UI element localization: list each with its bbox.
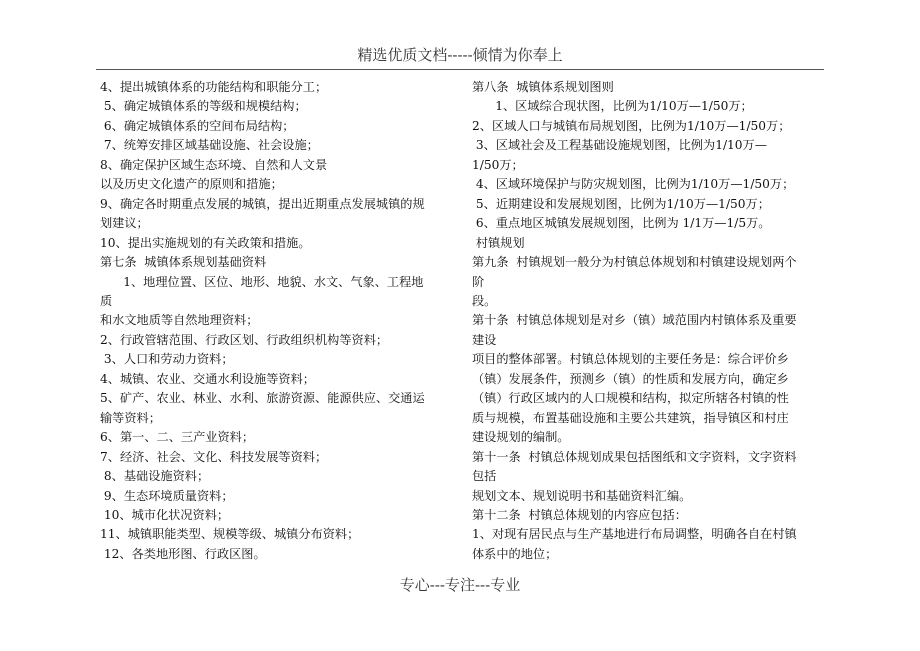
text-line: 8、基础设施资料； [100, 469, 210, 484]
text-line: 3、人口和劳动力资料； [100, 352, 234, 367]
text-line: 5、近期建设和发展规划图，比例为1/10万—1/50万； [472, 196, 770, 211]
text-line: 11、城镇职能类型、规模等级、城镇分布资料； [100, 527, 360, 542]
text-line: 建设规划的编制。 [472, 430, 570, 445]
text-line: （镇）行政区域内的人口规模和结构，拟定所辖各村镇的性 [472, 391, 789, 406]
text-line: 7、统筹安排区域基础设施、社会设施； [100, 138, 319, 153]
text-line: 2、行政管辖范围、行政区划、行政组织机构等资料； [100, 332, 389, 347]
text-line: 以及历史文化遗产的原则和措施； [100, 177, 283, 192]
text-line: 段。 [472, 293, 497, 308]
page-footer: 专心---专注---专业 [399, 576, 521, 594]
text-line: （镇）发展条件，预测乡（镇）的性质和发展方向，确定乡 [472, 371, 789, 386]
page-header: 精选优质文档-----倾情为你奉上 [357, 46, 563, 64]
text-line: 包括 [472, 469, 497, 484]
text-line: 第九条 村镇规划一般分为村镇总体规划和村镇建设规划两个 [472, 255, 797, 270]
header-rule [96, 69, 824, 70]
text-line: 规划文本、规划说明书和基础资料汇编。 [472, 488, 692, 503]
text-line: 质与规模，布置基础设施和主要公共建筑，指导镇区和村庄 [472, 410, 789, 425]
text-line: 体系中的地位； [472, 546, 558, 561]
text-line: 第十条 村镇总体规划是对乡（镇）域范围内村镇体系及重要 [472, 313, 797, 328]
text-line: 6、第一、二、三产业资料； [100, 430, 255, 445]
text-line: 6、确定城镇体系的空间布局结构； [100, 118, 295, 133]
text-line: 1、地理位置、区位、地形、地貌、水文、气象、工程地 [100, 274, 424, 289]
text-line: 10、提出实施规划的有关政策和措施。 [100, 235, 311, 250]
text-line: 12、各类地形图、行政区图。 [100, 546, 266, 561]
text-line: 9、确定各时期重点发展的城镇，提出近期重点发展城镇的规 [100, 196, 425, 211]
text-line: 划建议； [100, 216, 149, 231]
text-line: 4、提出城镇体系的功能结构和职能分工； [100, 80, 328, 94]
text-line: 输等资料； [100, 410, 161, 425]
text-line: 5、矿产、农业、林业、水利、旅游资源、能源供应、交通运 [100, 391, 425, 406]
text-line: 村镇规划 [472, 235, 525, 250]
text-line: 第十二条 村镇总体规划的内容应包括： [472, 507, 687, 522]
text-line: 10、城市化状况资料； [100, 507, 230, 522]
text-line: 2、区域人口与城镇布局规划图，比例为1/10万—1/50万； [472, 118, 791, 133]
text-line: 阶 [472, 274, 485, 289]
text-line: 1、区域综合现状图，比例为1/10万—1/50万； [472, 99, 753, 114]
left-column [100, 78, 460, 564]
text-line: 9、生态环境质量资料； [100, 488, 234, 503]
text-line: 8、确定保护区域生态环境、自然和人文景 [100, 157, 328, 172]
text-line: 4、区域环境保护与防灾规划图，比例为1/10万—1/50万； [472, 177, 795, 192]
text-line: 第八条 城镇体系规划图则 [472, 80, 614, 94]
text-line: 7、经济、社会、文化、科技发展等资料； [100, 449, 328, 464]
text-line: 建设 [472, 332, 497, 347]
text-line: 6、重点地区城镇发展规划图，比例为 1/1万—1/5万。 [472, 216, 771, 231]
text-line: 5、确定城镇体系的等级和规模结构； [100, 99, 307, 114]
text-line: 1、对现有居民点与生产基地进行布局调整，明确各自在村镇 [472, 527, 797, 542]
text-line: 质 [100, 293, 113, 308]
text-line: 第七条 城镇体系规划基础资料 [100, 255, 267, 270]
text-line: 项目的整体部署。村镇总体规划的主要任务是：综合评价乡 [472, 352, 789, 367]
text-line: 第十一条 村镇总体规划成果包括图纸和文字资料，文字资料 [472, 449, 797, 464]
text-line: 1/50万； [472, 157, 524, 172]
text-line: 和水文地质等自然地理资料； [100, 313, 259, 328]
text-line: 4、城镇、农业、交通水利设施等资料； [100, 371, 315, 386]
text-line: 3、区域社会及工程基础设施规划图，比例为1/10万— [472, 138, 767, 153]
right-column [472, 78, 824, 564]
